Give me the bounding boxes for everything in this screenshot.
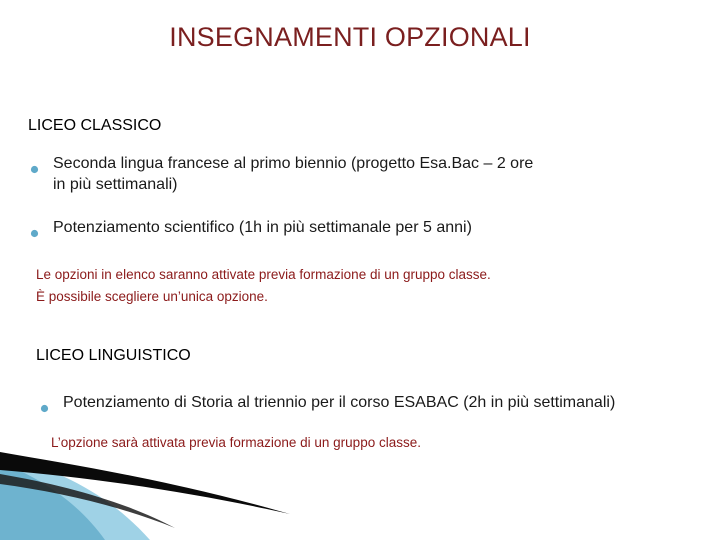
classico-note	[36, 264, 491, 308]
bullet-dot-icon	[30, 223, 39, 244]
bullet-dot-icon	[30, 159, 39, 180]
linguistico-heading: LICEO LINGUISTICO	[36, 347, 191, 364]
list-item-text: Potenziamento scientifico (1h in più settimanale per 5 anni)	[53, 219, 472, 236]
linguistico-note: L’opzione sarà attivata previa formazione di un gruppo classe.	[51, 435, 421, 450]
classico-heading: LICEO CLASSICO	[28, 117, 162, 134]
bullet-dot-icon	[40, 398, 49, 419]
page-title: INSEGNAMENTI OPZIONALI	[169, 22, 531, 52]
list-item	[30, 153, 533, 195]
list-item-line: in più settimanali)	[53, 176, 178, 193]
list-item-line: Seconda lingua francese al primo biennio (progetto Esa.Bac – 2 ore	[53, 155, 534, 172]
list-item-text: Potenziamento di Storia al triennio per il corso ESABAC (2h in più settimanali)	[63, 394, 616, 411]
list-item-text	[53, 153, 533, 195]
list-item	[30, 217, 472, 244]
note-line: Le opzioni in elenco saranno attivate previa formazione di un gruppo classe.	[36, 267, 491, 282]
note-line: È possibile scegliere un’unica opzione.	[36, 289, 268, 304]
list-item	[40, 392, 615, 419]
